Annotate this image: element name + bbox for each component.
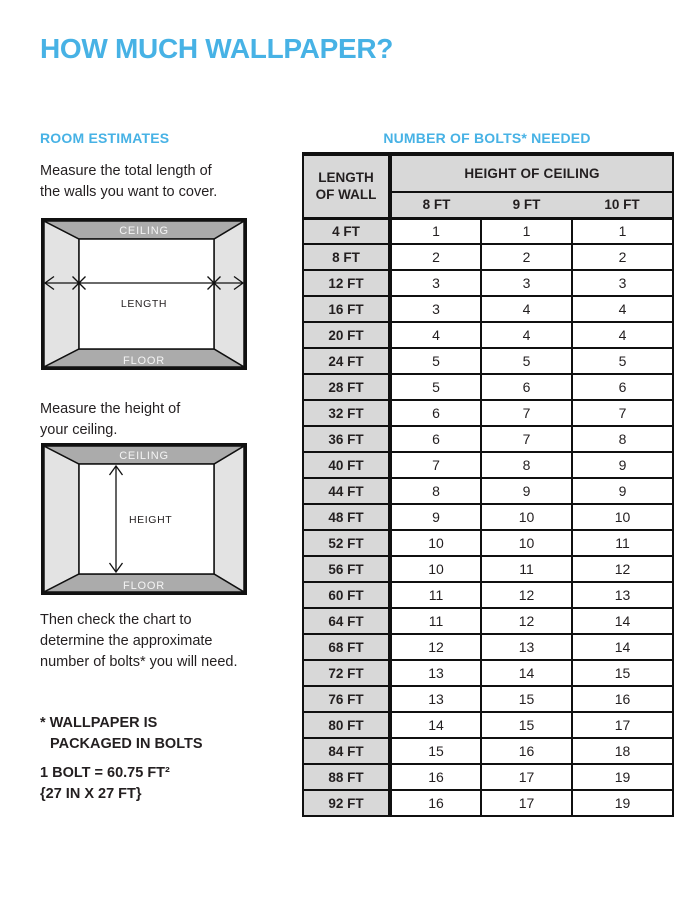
bolt-count-cell: 6 [572, 374, 673, 400]
wall-length-cell: 68 FT [303, 634, 390, 660]
wall-length-cell: 36 FT [303, 426, 390, 452]
step2-line2: your ceiling. [40, 422, 118, 438]
table-row [303, 296, 673, 322]
bolt-count-cell: 6 [481, 374, 572, 400]
wall-length-cell: 72 FT [303, 660, 390, 686]
floor-label: FLOOR [123, 580, 165, 592]
bolt-count-cell: 2 [390, 244, 481, 270]
bolt-count-cell: 13 [390, 660, 481, 686]
table-row [303, 582, 673, 608]
table-row [303, 686, 673, 712]
bolt-count-cell: 12 [572, 556, 673, 582]
table-row [303, 270, 673, 296]
bolt-count-cell: 18 [572, 738, 673, 764]
wall-length-cell: 24 FT [303, 348, 390, 374]
bolt-count-cell: 16 [390, 790, 481, 816]
length-label: LENGTH [120, 298, 168, 310]
bolts-packaging-footnote [40, 713, 203, 755]
bolt-count-cell: 6 [390, 426, 481, 452]
bolt-count-cell: 10 [481, 530, 572, 556]
table-row [303, 504, 673, 530]
step1-text [40, 161, 217, 203]
bolt-equation: 1 BOLT = 60.75 FT² [40, 765, 170, 781]
step1-line2: the walls you want to cover. [40, 184, 218, 200]
room-estimates-section [40, 0, 290, 900]
bolt-dimensions: {27 IN X 27 FT} [40, 786, 142, 802]
table-row [303, 530, 673, 556]
wall-length-cell: 56 FT [303, 556, 390, 582]
bolt-count-cell: 1 [481, 218, 572, 244]
bolt-count-cell: 5 [390, 374, 481, 400]
table-row [303, 660, 673, 686]
bolt-count-cell: 5 [572, 348, 673, 374]
col-header-8ft: 8 FT [390, 192, 481, 218]
wall-length-cell: 28 FT [303, 374, 390, 400]
bolt-count-cell: 12 [390, 634, 481, 660]
bolt-count-cell: 16 [481, 738, 572, 764]
bolt-count-cell: 10 [481, 504, 572, 530]
bolt-count-cell: 7 [390, 452, 481, 478]
bolt-count-cell: 12 [481, 608, 572, 634]
back-wall [79, 239, 214, 349]
bolt-count-cell: 9 [572, 452, 673, 478]
wall-length-cell: 20 FT [303, 322, 390, 348]
bolt-count-cell: 3 [390, 270, 481, 296]
wall-length-cell: 12 FT [303, 270, 390, 296]
height-of-ceiling-header: HEIGHT OF CEILING [390, 154, 673, 192]
bolt-count-cell: 11 [572, 530, 673, 556]
corner-header-line1: LENGTH [318, 170, 374, 186]
table-row [303, 374, 673, 400]
bolt-count-cell: 10 [390, 530, 481, 556]
wall-length-cell: 40 FT [303, 452, 390, 478]
bolt-count-cell: 12 [481, 582, 572, 608]
wall-length-cell: 84 FT [303, 738, 390, 764]
bolt-count-cell: 4 [572, 296, 673, 322]
table-row [303, 764, 673, 790]
wall-length-cell: 16 FT [303, 296, 390, 322]
bolt-count-cell: 15 [572, 660, 673, 686]
bolt-size-note [40, 763, 170, 805]
left-wall-shape [44, 446, 79, 592]
wall-length-cell: 60 FT [303, 582, 390, 608]
col-header-10ft: 10 FT [572, 192, 673, 218]
wall-length-cell: 80 FT [303, 712, 390, 738]
bolt-count-cell: 1 [390, 218, 481, 244]
bolt-count-cell: 9 [390, 504, 481, 530]
bolts-table [302, 152, 674, 817]
bolt-count-cell: 5 [481, 348, 572, 374]
wall-length-cell: 92 FT [303, 790, 390, 816]
bolt-count-cell: 17 [572, 712, 673, 738]
bolt-count-cell: 16 [572, 686, 673, 712]
bolt-count-cell: 15 [481, 712, 572, 738]
bolts-needed-section [302, 0, 672, 900]
bolt-count-cell: 4 [390, 322, 481, 348]
table-row [303, 218, 673, 244]
table-row [303, 452, 673, 478]
bolt-count-cell: 14 [481, 660, 572, 686]
wall-length-cell: 52 FT [303, 530, 390, 556]
wall-length-cell: 88 FT [303, 764, 390, 790]
bolt-count-cell: 13 [481, 634, 572, 660]
table-row [303, 790, 673, 816]
step3-line3: number of bolts* you will need. [40, 654, 238, 670]
bolt-count-cell: 5 [390, 348, 481, 374]
bolt-count-cell: 3 [481, 270, 572, 296]
ceiling-label: CEILING [119, 225, 169, 237]
length-of-wall-header [303, 154, 390, 218]
table-row [303, 478, 673, 504]
step3-line1: Then check the chart to [40, 612, 192, 628]
footnote-line1: * WALLPAPER IS [40, 715, 158, 731]
bolt-count-cell: 14 [572, 608, 673, 634]
table-row [303, 634, 673, 660]
bolt-count-cell: 14 [390, 712, 481, 738]
corner-header-line2: OF WALL [315, 187, 377, 203]
bolt-count-cell: 3 [572, 270, 673, 296]
bolt-count-cell: 7 [572, 400, 673, 426]
step1-line1: Measure the total length of [40, 163, 212, 179]
bolt-count-cell: 9 [481, 478, 572, 504]
wall-length-cell: 48 FT [303, 504, 390, 530]
wall-length-cell: 8 FT [303, 244, 390, 270]
bolt-count-cell: 8 [481, 452, 572, 478]
bolt-count-cell: 15 [481, 686, 572, 712]
bolt-count-cell: 11 [390, 582, 481, 608]
right-wall-shape [214, 221, 244, 367]
bolt-count-cell: 19 [572, 764, 673, 790]
table-row [303, 348, 673, 374]
page-title: HOW MUCH WALLPAPER? [40, 33, 394, 64]
bolt-count-cell: 10 [572, 504, 673, 530]
bolt-count-cell: 15 [390, 738, 481, 764]
section-heading-room-estimates: ROOM ESTIMATES [40, 130, 170, 146]
bolt-count-cell: 4 [481, 296, 572, 322]
left-wall-shape [44, 221, 79, 367]
bolt-count-cell: 2 [481, 244, 572, 270]
bolt-count-cell: 17 [481, 764, 572, 790]
footnote-line2: PACKAGED IN BOLTS [50, 736, 203, 752]
bolt-count-cell: 4 [481, 322, 572, 348]
bolt-count-cell: 9 [572, 478, 673, 504]
wall-length-cell: 32 FT [303, 400, 390, 426]
bolt-count-cell: 6 [390, 400, 481, 426]
wall-length-cell: 64 FT [303, 608, 390, 634]
room-height-diagram [41, 443, 247, 595]
bolt-count-cell: 7 [481, 426, 572, 452]
table-row [303, 244, 673, 270]
table-row [303, 322, 673, 348]
bolt-count-cell: 8 [572, 426, 673, 452]
height-label: HEIGHT [129, 514, 173, 526]
bolt-count-cell: 4 [572, 322, 673, 348]
step3-text [40, 610, 237, 673]
room-length-diagram [41, 218, 247, 370]
table-row [303, 426, 673, 452]
bolt-count-cell: 7 [481, 400, 572, 426]
bolts-table-body [303, 218, 673, 816]
wall-length-cell: 76 FT [303, 686, 390, 712]
col-header-9ft: 9 FT [481, 192, 572, 218]
bolt-count-cell: 13 [390, 686, 481, 712]
bolt-count-cell: 13 [572, 582, 673, 608]
bolt-count-cell: 8 [390, 478, 481, 504]
wall-length-cell: 44 FT [303, 478, 390, 504]
bolt-count-cell: 14 [572, 634, 673, 660]
step2-text [40, 399, 180, 441]
table-row [303, 738, 673, 764]
bolt-count-cell: 19 [572, 790, 673, 816]
bolt-count-cell: 1 [572, 218, 673, 244]
bolt-count-cell: 3 [390, 296, 481, 322]
table-row [303, 608, 673, 634]
bolt-count-cell: 11 [390, 608, 481, 634]
table-header-row [303, 154, 673, 192]
ceiling-label: CEILING [119, 450, 169, 462]
bolt-count-cell: 10 [390, 556, 481, 582]
table-row [303, 712, 673, 738]
bolt-count-cell: 11 [481, 556, 572, 582]
bolt-count-cell: 16 [390, 764, 481, 790]
bolt-count-cell: 17 [481, 790, 572, 816]
floor-label: FLOOR [123, 355, 165, 367]
section-heading-bolts-needed: NUMBER OF BOLTS* NEEDED [383, 130, 591, 146]
wall-length-cell: 4 FT [303, 218, 390, 244]
step3-line2: determine the approximate [40, 633, 213, 649]
bolt-count-cell: 2 [572, 244, 673, 270]
right-wall-shape [214, 446, 244, 592]
table-row [303, 556, 673, 582]
table-row [303, 400, 673, 426]
step2-line1: Measure the height of [40, 401, 181, 417]
